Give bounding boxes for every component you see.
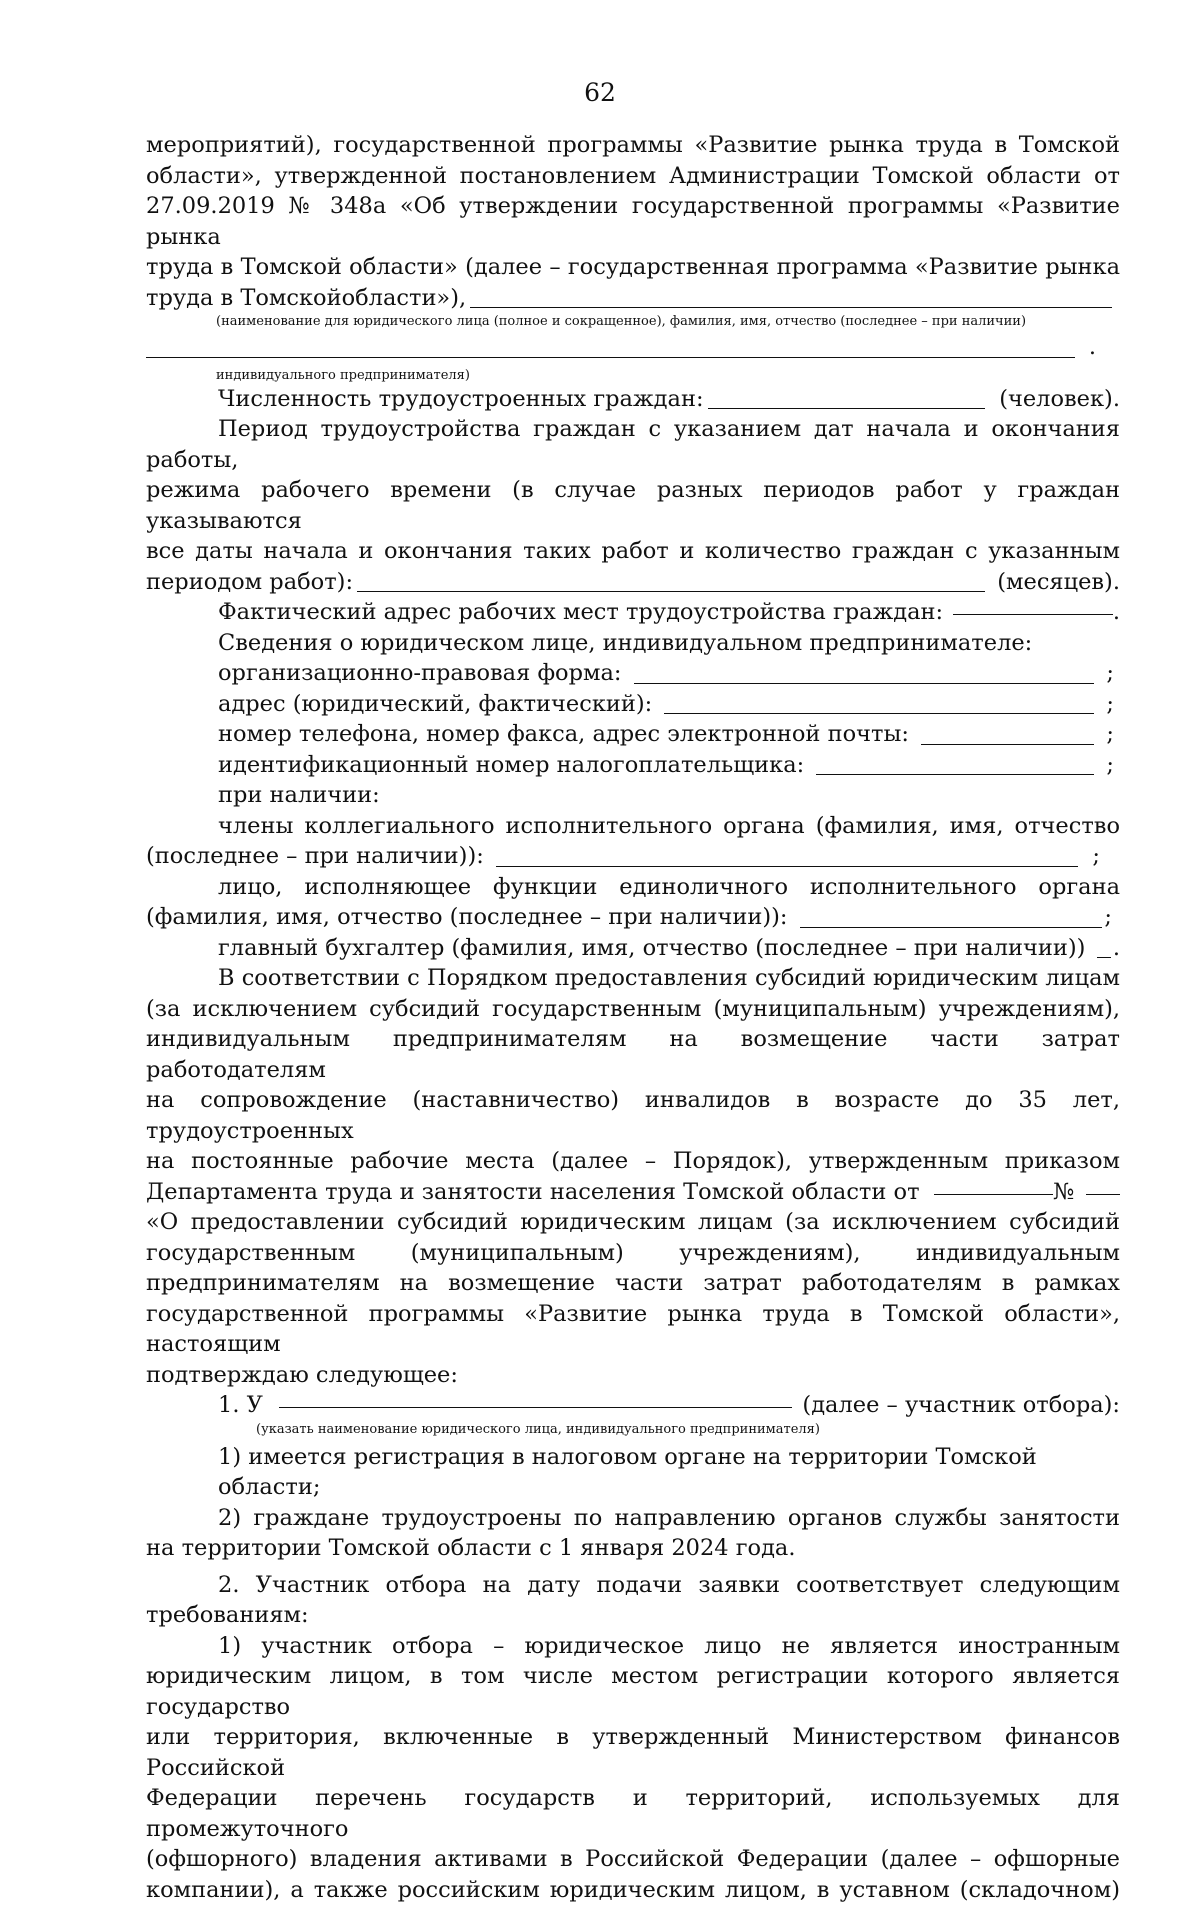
contacts-row <box>146 719 1120 750</box>
text-line: Федерации перечень государств и территорий, используемых для промежуточного <box>146 1783 1120 1844</box>
order-date-field[interactable] <box>934 1194 1054 1195</box>
applicant-name-line-2 <box>146 332 1120 363</box>
text-line: В соответствии с Порядком предоставления субсидий юридическим лицам <box>146 963 1120 994</box>
item2-heading-cont: требованиям: <box>146 1600 1120 1631</box>
compliance-paragraph <box>146 963 1120 1390</box>
period-field[interactable] <box>357 591 985 592</box>
text-line: или территория, включенные в утвержденный Министерством финансов Российской <box>146 1722 1120 1783</box>
item1-sub2-cont: на территории Томской области с 1 января 2024 года. <box>146 1533 1120 1564</box>
applicant-name-field[interactable] <box>470 307 1112 308</box>
ceo-label: (фамилия, имя, отчество (последнее – при наличии)): <box>146 902 788 933</box>
text-line: все даты начала и окончания таких работ и количество граждан с указанным <box>146 536 1120 567</box>
board-row <box>146 841 1120 872</box>
text-line: подтверждаю следующее: <box>146 1360 1120 1391</box>
org-form-field[interactable] <box>634 683 1095 684</box>
order-number-field[interactable] <box>1086 1194 1120 1195</box>
employed-count-label: Численность трудоустроенных граждан: <box>218 384 704 415</box>
participant-name-field[interactable] <box>279 1407 793 1408</box>
contacts-label: номер телефона, номер факса, адрес электронной почты: <box>218 719 909 750</box>
applicant-name-field-2[interactable] <box>146 357 1075 358</box>
text-line: государственной программы «Развитие рынка труда в Томской области», настоящим <box>146 1299 1120 1360</box>
field-note: (наименование для юридического лица (полное и сокращенное), фамилия, имя, отчество (последнее – при наличии) <box>146 313 1120 330</box>
legal-address-row <box>146 689 1120 720</box>
text-line: юридическим лицом, в том числе местом регистрации которого является государство <box>146 1661 1120 1722</box>
order-label: Департамента труда и занятости населения Томской области от <box>146 1177 920 1208</box>
period-unit: (месяцев). <box>997 567 1120 598</box>
period-label: периодом работ): <box>146 567 353 598</box>
line-end: ; <box>1106 719 1114 750</box>
item1-sub1: 1) имеется регистрация в налоговом органе на территории Томской области; <box>146 1442 1120 1503</box>
accountant-row <box>146 933 1120 964</box>
board-field[interactable] <box>496 866 1079 867</box>
line-end: . <box>1113 597 1120 628</box>
accountant-label: главный бухгалтер (фамилия, имя, отчество (последнее – при наличии)) <box>218 933 1085 964</box>
text-line: «О предоставлении субсидий юридическим лицам (за исключением субсидий <box>146 1207 1120 1238</box>
ceo-line: лицо, исполняющее функции единоличного исполнительного органа <box>146 872 1120 903</box>
address-row <box>146 597 1120 628</box>
text-line: индивидуальным предпринимателям на возмещение части затрат работодателям <box>146 1024 1120 1085</box>
text-line: области», утвержденной постановлением Администрации Томской области от <box>146 161 1120 192</box>
inn-row <box>146 750 1120 781</box>
inn-label: идентификационный номер налогоплательщика: <box>218 750 804 781</box>
order-number-sign: № <box>1053 1177 1074 1208</box>
legal-address-label: адрес (юридический, фактический): <box>218 689 652 720</box>
item1-sub2: 2) граждане трудоустроены по направлению органов службы занятости <box>146 1503 1120 1534</box>
text-line: 1) участник отбора – юридическое лицо не является иностранным <box>146 1631 1120 1662</box>
inn-field[interactable] <box>816 774 1094 775</box>
text-line: мероприятий), государственной программы «Развитие рынка труда в Томской <box>146 130 1120 161</box>
participant-row <box>146 1390 1120 1421</box>
text-line: на постоянные рабочие места (далее – Порядок), утвержденным приказом <box>146 1146 1120 1177</box>
line-end: ; <box>1106 689 1114 720</box>
line-end: . <box>1113 933 1120 964</box>
line-end: ; <box>1106 658 1114 689</box>
participant-prefix: 1. У <box>218 1390 263 1421</box>
text-line: предпринимателям на возмещение части затрат работодателям в рамках <box>146 1268 1120 1299</box>
text-line: компании), а также российским юридическим лицом, в уставном (складочном) <box>146 1875 1120 1905</box>
document-body <box>146 130 1120 1905</box>
address-label: Фактический адрес рабочих мест трудоустройства граждан: <box>218 597 943 628</box>
ceo-row <box>146 902 1120 933</box>
info-heading: Сведения о юридическом лице, индивидуальном предпринимателе: <box>146 628 1120 659</box>
text-line: труда в Томской области» (далее – государственная программа «Развитие рынка <box>146 252 1120 283</box>
period-paragraph <box>146 414 1120 597</box>
ceo-field[interactable] <box>800 927 1103 928</box>
intro-paragraph <box>146 130 1120 384</box>
contacts-field[interactable] <box>921 744 1094 745</box>
text-line: на сопровождение (наставничество) инвалидов в возрасте до 35 лет, трудоустроенных <box>146 1085 1120 1146</box>
page-number: 62 <box>0 78 1200 107</box>
text-line: Период трудоустройства граждан с указанием дат начала и окончания работы, <box>146 414 1120 475</box>
item2-sub1 <box>146 1631 1120 1905</box>
employed-count-unit: (человек). <box>999 384 1120 415</box>
employed-count-field[interactable] <box>708 408 986 409</box>
item2-heading: 2. Участник отбора на дату подачи заявки соответствует следующим <box>146 1570 1120 1601</box>
board-line: члены коллегиального исполнительного органа (фамилия, имя, отчество <box>146 811 1120 842</box>
applicant-name-line <box>146 283 1120 314</box>
participant-suffix: (далее – участник отбора): <box>802 1390 1120 1421</box>
period-row <box>146 567 1120 598</box>
line-end: ; <box>1104 902 1112 933</box>
if-any-label: при наличии: <box>146 780 1120 811</box>
accountant-field[interactable] <box>1097 957 1110 958</box>
line-end: ; <box>1106 750 1114 781</box>
line-end: . <box>1089 332 1096 363</box>
line-end: ; <box>1092 841 1100 872</box>
text-line: (офшорного) владения активами в Российской Федерации (далее – офшорные <box>146 1844 1120 1875</box>
employed-count-row <box>146 384 1120 415</box>
org-form-row <box>146 658 1120 689</box>
board-label: (последнее – при наличии)): <box>146 841 484 872</box>
text-line: 27.09.2019 № 348а «Об утверждении государственной программы «Развитие рынка <box>146 191 1120 252</box>
text-line: режима рабочего времени (в случае разных периодов работ у граждан указываются <box>146 475 1120 536</box>
address-field[interactable] <box>953 614 1113 615</box>
org-form-label: организационно-правовая форма: <box>218 658 622 689</box>
order-row <box>146 1177 1120 1208</box>
legal-address-field[interactable] <box>664 713 1094 714</box>
text-line: государственным (муниципальным) учреждениям), индивидуальным <box>146 1238 1120 1269</box>
text-line: труда в Томскойобласти»), <box>146 283 466 314</box>
field-note: индивидуального предпринимателя) <box>146 367 1120 384</box>
field-note: (указать наименование юридического лица, индивидуального предпринимателя) <box>146 1421 1120 1438</box>
text-line: (за исключением субсидий государственным (муниципальным) учреждениям), <box>146 994 1120 1025</box>
